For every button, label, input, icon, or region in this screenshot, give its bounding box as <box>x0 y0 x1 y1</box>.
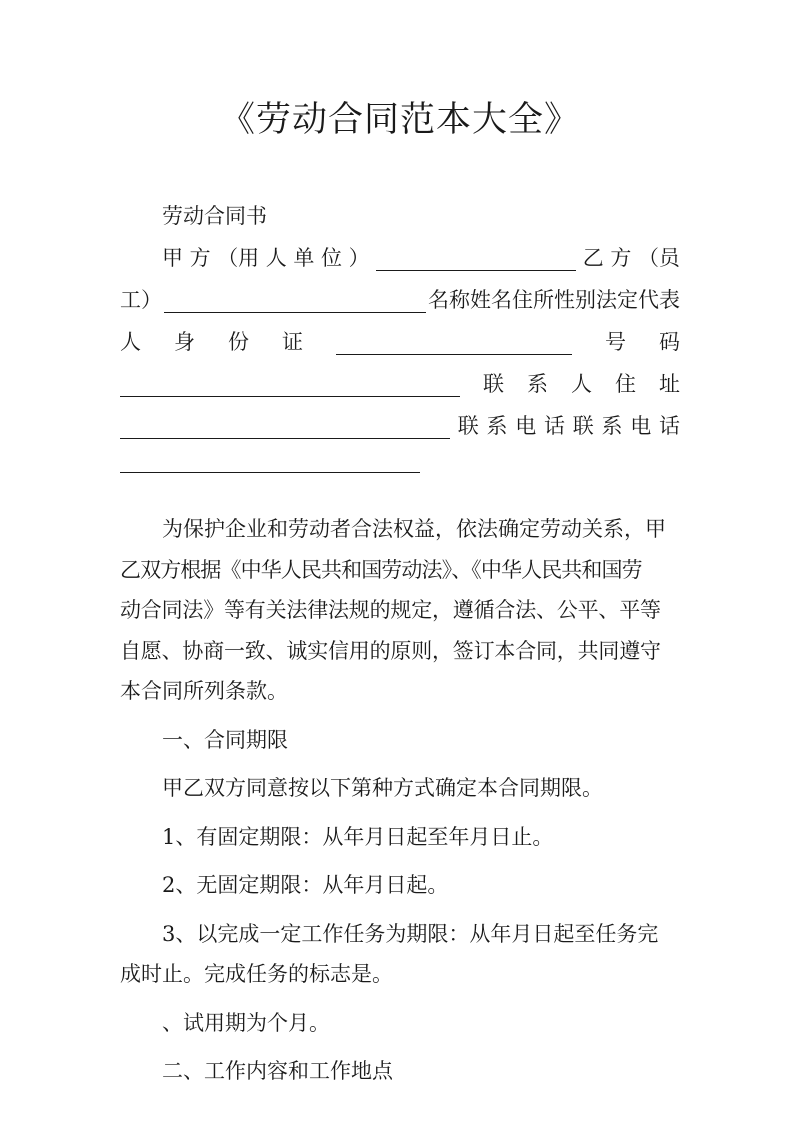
id-card-line <box>120 321 680 363</box>
party-a-line <box>120 237 680 279</box>
field-char: 址 <box>659 372 680 396</box>
field-char: （用 <box>217 246 260 270</box>
term-item-3: 3、以完成一定工作任务为期限：从年月日起至任务完 <box>162 921 659 946</box>
field-char: 系 <box>601 414 623 438</box>
field-char: 电 <box>630 414 652 438</box>
section-intro: 甲乙双方同意按以下第种方式确定本合同期限。 <box>162 776 603 800</box>
field-char: 话 <box>544 414 565 438</box>
field-char: 身 <box>174 330 195 354</box>
field-char: ） <box>348 246 370 270</box>
field-char: 话 <box>659 414 680 438</box>
document-title: 《劳动合同范本大全》 <box>219 100 580 140</box>
field-char: 方 <box>189 246 211 270</box>
section-heading: 二、工作内容和工作地点 <box>162 1059 393 1083</box>
party-a-blank <box>376 246 576 271</box>
field-char: 单 <box>293 246 315 270</box>
field-char: 证 <box>282 330 303 354</box>
field-char: 码 <box>659 330 680 354</box>
party-b-line <box>120 279 680 321</box>
trailing-blank <box>120 448 420 473</box>
field-char: 联 <box>457 414 479 438</box>
field-char: 联 <box>483 372 504 396</box>
trailing-blank-line <box>120 447 680 489</box>
paragraph-line: 动合同法》等有关法律法规的规定，遵循合法、公平、平等 <box>120 598 661 622</box>
field-char: 联 <box>572 414 594 438</box>
paragraph-line: 自愿、协商一致、诚实信用的原则，签订本合同，共同遵守 <box>120 638 661 663</box>
document-body <box>120 195 680 1092</box>
field-char: 系 <box>486 414 508 438</box>
contact-address-line <box>120 363 680 405</box>
contact-phone-blank <box>120 414 450 439</box>
field-char: 甲 <box>162 246 183 270</box>
paragraph-line: 为保护企业和劳动者合法权益，依法确定劳动关系，甲 <box>162 517 666 541</box>
field-char: 份 <box>228 330 249 354</box>
field-char: 人 <box>120 330 141 354</box>
field-labels: 名称姓名住所性别法定代表 <box>428 288 680 312</box>
field-char: 乙 <box>582 246 604 270</box>
party-b-end: 工） <box>120 288 162 312</box>
section-heading: 一、合同期限 <box>162 727 288 752</box>
field-char: （员 <box>637 246 680 270</box>
field-char: 方 <box>610 246 632 270</box>
term-item-2: 2、无固定期限：从年月日起。 <box>162 873 449 897</box>
term-item-3-cont: 成时止。完成任务的标志是。 <box>120 962 393 986</box>
field-char: 人 <box>265 246 287 270</box>
term-item-1: 1、有固定期限：从年月日起至年月日止。 <box>162 824 554 849</box>
field-char: 电 <box>515 414 537 438</box>
party-b-blank <box>164 288 426 313</box>
contact-phone-line <box>120 405 680 447</box>
field-char: 号 <box>605 330 626 354</box>
field-char: 系 <box>527 372 548 396</box>
id-card-blank <box>336 330 572 355</box>
field-char: 位 <box>320 246 342 270</box>
contract-heading: 劳动合同书 <box>162 204 267 228</box>
contact-address-blank <box>120 372 460 397</box>
paragraph-line: 乙双方根据《中华人民共和国劳动法》、《中华人民共和国劳 <box>120 557 642 582</box>
field-char: 住 <box>615 372 636 396</box>
probation-line: 、试用期为个月。 <box>162 1010 330 1035</box>
paragraph-line: 本合同所列条款。 <box>120 679 288 703</box>
field-char: 人 <box>571 372 592 396</box>
